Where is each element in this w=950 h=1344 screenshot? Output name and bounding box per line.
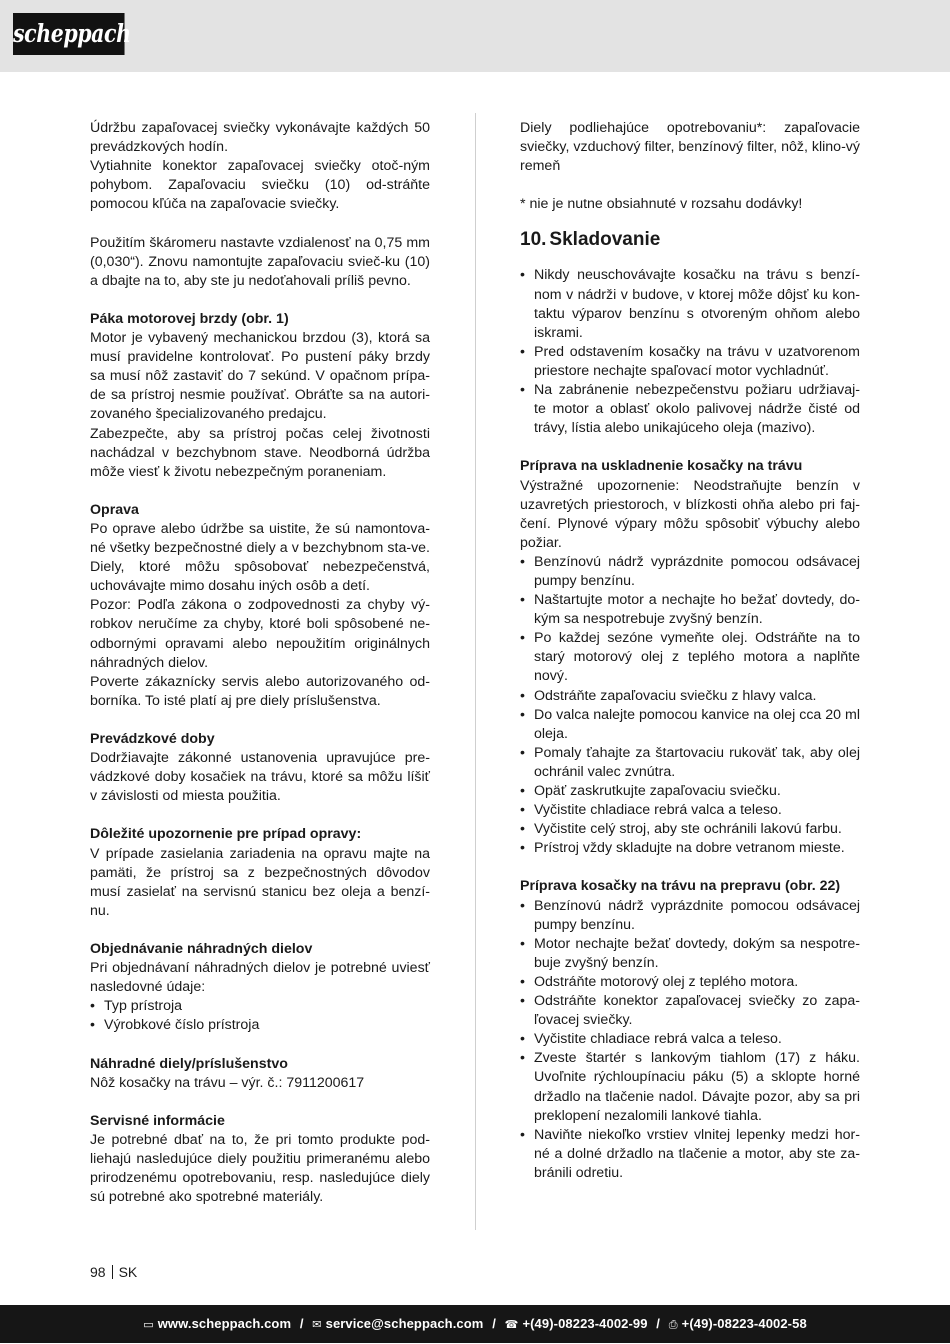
list-item: • Benzínovú nádrž vyprázdnite pomocou odsávacej pumpy benzínu. [520, 553, 860, 591]
list-item: • Motor nechajte bežať dovtedy, dokým sa nespotre-buje zvyšný benzín. [520, 935, 860, 973]
list-item: • Vyčistite celý stroj, aby ste ochránili lakovú farbu. [520, 820, 860, 839]
footer-separator: / [656, 1316, 661, 1331]
storage-list [520, 266, 860, 438]
list-item: • Naštartujte motor a nechajte ho bežať dovtedy, do-kým sa nespotrebuje zvyšný benzín. [520, 591, 860, 629]
page-number [90, 1264, 137, 1280]
transport-list [520, 897, 860, 1183]
language-code: SK [118, 1264, 138, 1280]
paragraph: Diely podliehajúce opotrebovaniu*: zapaľovacie sviečky, vzduchový filter, benzínový filter, nôž, klino-vý remeň [520, 120, 860, 175]
list-item: • Nikdy neuschovávajte kosačku na trávu s benzí-nom v nádrži v budove, v ktorej môže dôjsť ku kon-taktu výparov benzínu s otvoreným ohňom alebo iskrami. [520, 266, 860, 342]
footer-website[interactable]: www.scheppach.com [157, 1316, 292, 1331]
list-item: • Vyčistite chladiace rebrá valca a teleso. [520, 801, 860, 820]
heading-service-info: Servisné informácie [90, 1112, 225, 1129]
list-item: • Vyčistite chladiace rebrá valca a teleso. [520, 1030, 860, 1049]
list-item: • Pred odstavením kosačky na trávu v uzatvorenom priestore nechajte spaľovací motor vychladnúť. [520, 343, 860, 381]
heading-repair-notice: Dôležité upozornenie pre prípad opravy: [90, 826, 362, 843]
list-item: • Zveste štartér s lankovým tiahlom (17) z háku. Uvoľnite rýchloupínaciu páku (5) a sklopte horné držadlo na tlačenie nadol. Dávajte pozor, aby sa pri preklopení nezalomili lankové tiahla. [520, 1049, 860, 1125]
section-number: 10. [520, 229, 547, 251]
page-separator [112, 1265, 113, 1279]
paragraph: Nôž kosačky na trávu – výr. č.: 7911200617 [90, 1074, 365, 1091]
list-item: • Benzínovú nádrž vyprázdnite pomocou odsávacej pumpy benzínu. [520, 897, 860, 935]
list-item: • Do valca nalejte pomocou kanvice na olej cca 20 ml oleja. [520, 706, 860, 744]
paragraph: Pozor: Podľa zákona o zodpovednosti za chyby vý-robkov neručíme za chyby, ktoré boli spôsobené ne-odbornými opravami alebo nepoužitím originálnych náhradných dielov. [90, 597, 430, 671]
footer-separator: / [299, 1316, 304, 1331]
paragraph: V prípade zasielania zariadenia na opravu majte na pamäti, že prístroj sa z bezpečnostných dôvodov musí zasielať na servisnú stanicu bez oleja a benzí-nu. [90, 845, 430, 919]
left-column [90, 119, 430, 1207]
list-item: • Na zabránenie nebezpečenstvu požiaru udržiavaj-te motor a oblasť okolo palivovej nádrže čisté od trávy, lístia alebo unikajúceho oleja (mazivo). [520, 381, 860, 438]
heading-ordering-parts: Objednávanie náhradných dielov [90, 941, 313, 958]
paragraph: Použitím škáromeru nastavte vzdialenosť na 0,75 mm (0,030“). Znovu namontujte zapaľovaciu svieč-ku (10) a dbajte na to, aby ste ju nedoťahovali príliš pevno. [90, 234, 430, 289]
paragraph: Zabezpečte, aby sa prístroj počas celej životnosti nachádzal v bezchybnom stave. Neodborná údržba môže viesť k životu nebezpečným poraneniam. [90, 425, 430, 480]
fax-icon: ⎙ [668, 1318, 678, 1331]
paragraph: Motor je vybavený mechanickou brzdou (3), ktorá sa musí pravidelne kontrolovať. Po pustení páky brzdy sa musí nôž zastaviť do 7 sekúnd. V opačnom prípa-de sa prístroj nesmie používať. Obráťte sa na autori-zovaného špecializovaného predajcu. [90, 330, 430, 423]
column-divider [475, 113, 476, 1230]
scheppach-logo: scheppach [13, 13, 125, 55]
page-header [0, 0, 950, 72]
page-footer [0, 1305, 950, 1343]
footer-email[interactable]: service@scheppach.com [325, 1316, 484, 1331]
heading-storage-prep: Príprava na uskladnenie kosačky na trávu [520, 458, 803, 475]
list-item: • Naviňte niekoľko vrstiev vlnitej lepenky medzi hor-né a dolné držadlo na tlačenie a motor, aby ste za-bránili odretiu. [520, 1126, 860, 1183]
list-item: • Odstráňte zapaľovaciu sviečku z hlavy valca. [520, 687, 860, 706]
paragraph: Dodržiavajte zákonné ustanovenia upravujúce pre-vádzkové doby kosačiek na trávu, ktoré sa môžu líšiť v závislosti od miesta použitia. [90, 750, 430, 805]
list-item: • Opäť zaskrutkujte zapaľovaciu sviečku. [520, 782, 860, 801]
paragraph: Vytiahnite konektor zapaľovacej sviečky otoč-ným pohybom. Zapaľovaciu sviečku (10) od-stráňte pomocou kľúča na zapaľovacie sviečky. [90, 158, 430, 213]
list-item: • Pomaly ťahajte za štartovaciu rukoväť tak, aby olej ochránil valec zvnútra. [520, 744, 860, 782]
right-column [520, 119, 860, 1183]
paragraph: Je potrebné dbať na to, že pri tomto produkte pod-liehajú nasledujúce diely použitiu primeranému alebo prirodzenému opotrebovaniu, resp. nasledujúce diely sú potrebné ako spotrebné materiály. [90, 1131, 430, 1206]
page-number-value: 98 [90, 1264, 106, 1280]
paragraph: Poverte zákaznícky servis alebo autorizovaného od-borníka. To isté platí aj pre diely príslušenstva. [90, 673, 430, 709]
list-item: • Odstráňte konektor zapaľovacej sviečky zo zapa-ľovacej sviečky. [520, 992, 860, 1030]
heading-operating-times: Prevádzkové doby [90, 731, 215, 747]
order-list [90, 997, 430, 1035]
list-item: • Po každej sezóne vymeňte olej. Odstráňte na to starý motorový olej z teplého motora a naplňte nový. [520, 629, 860, 686]
paragraph: Po oprave alebo údržbe sa uistite, že sú namontova-né všetky bezpečnostné diely a v bezchybnom sta-ve. Diely, ktoré môžu spôsobovať nebezpečenstvá, uchovávajte mimo dosahu iných osôb a detí. [90, 520, 430, 595]
list-item: • Výrobkové číslo prístroja [90, 1016, 430, 1035]
paragraph: Pri objednávaní náhradných dielov je potrebné uviesť nasledovné údaje: [90, 960, 430, 996]
footer-separator: / [492, 1316, 496, 1331]
phone-icon: ☎ [504, 1318, 519, 1331]
list-item: • Typ prístroja [90, 997, 430, 1016]
heading-brake-lever: Páka motorovej brzdy (obr. 1) [90, 310, 289, 327]
section-title: Skladovanie [549, 229, 661, 251]
list-item: • Odstráňte motorový olej z teplého motora. [520, 973, 860, 992]
paragraph: Výstražné upozornenie: Neodstraňujte benzín v uzavretých priestoroch, v blízkosti ohňa alebo pri faj-čení. Plynové výpary môžu spôsobiť výbuchy alebo požiar. [520, 477, 860, 551]
heading-transport-prep: Príprava kosačky na trávu na prepravu (obr. 22) [520, 878, 841, 895]
prep-list [520, 553, 860, 859]
computer-icon: ▭ [143, 1318, 154, 1331]
paragraph: Údržbu zapaľovacej sviečky vykonávajte každých 50 prevádzkových hodín. [90, 120, 430, 156]
list-item: • Prístroj vždy skladujte na dobre vetranom mieste. [520, 839, 860, 858]
footer-fax: +(49)-08223-4002-58 [681, 1316, 807, 1331]
heading-spare-parts: Náhradné diely/príslušenstvo [90, 1055, 288, 1072]
email-icon: ✉ [312, 1318, 322, 1331]
footer-phone: +(49)-08223-4002-99 [522, 1316, 648, 1331]
heading-repair: Oprava [90, 501, 139, 518]
section-heading-storage [520, 228, 860, 252]
paragraph: * nie je nutne obsiahnuté v rozsahu dodávky! [520, 196, 803, 213]
